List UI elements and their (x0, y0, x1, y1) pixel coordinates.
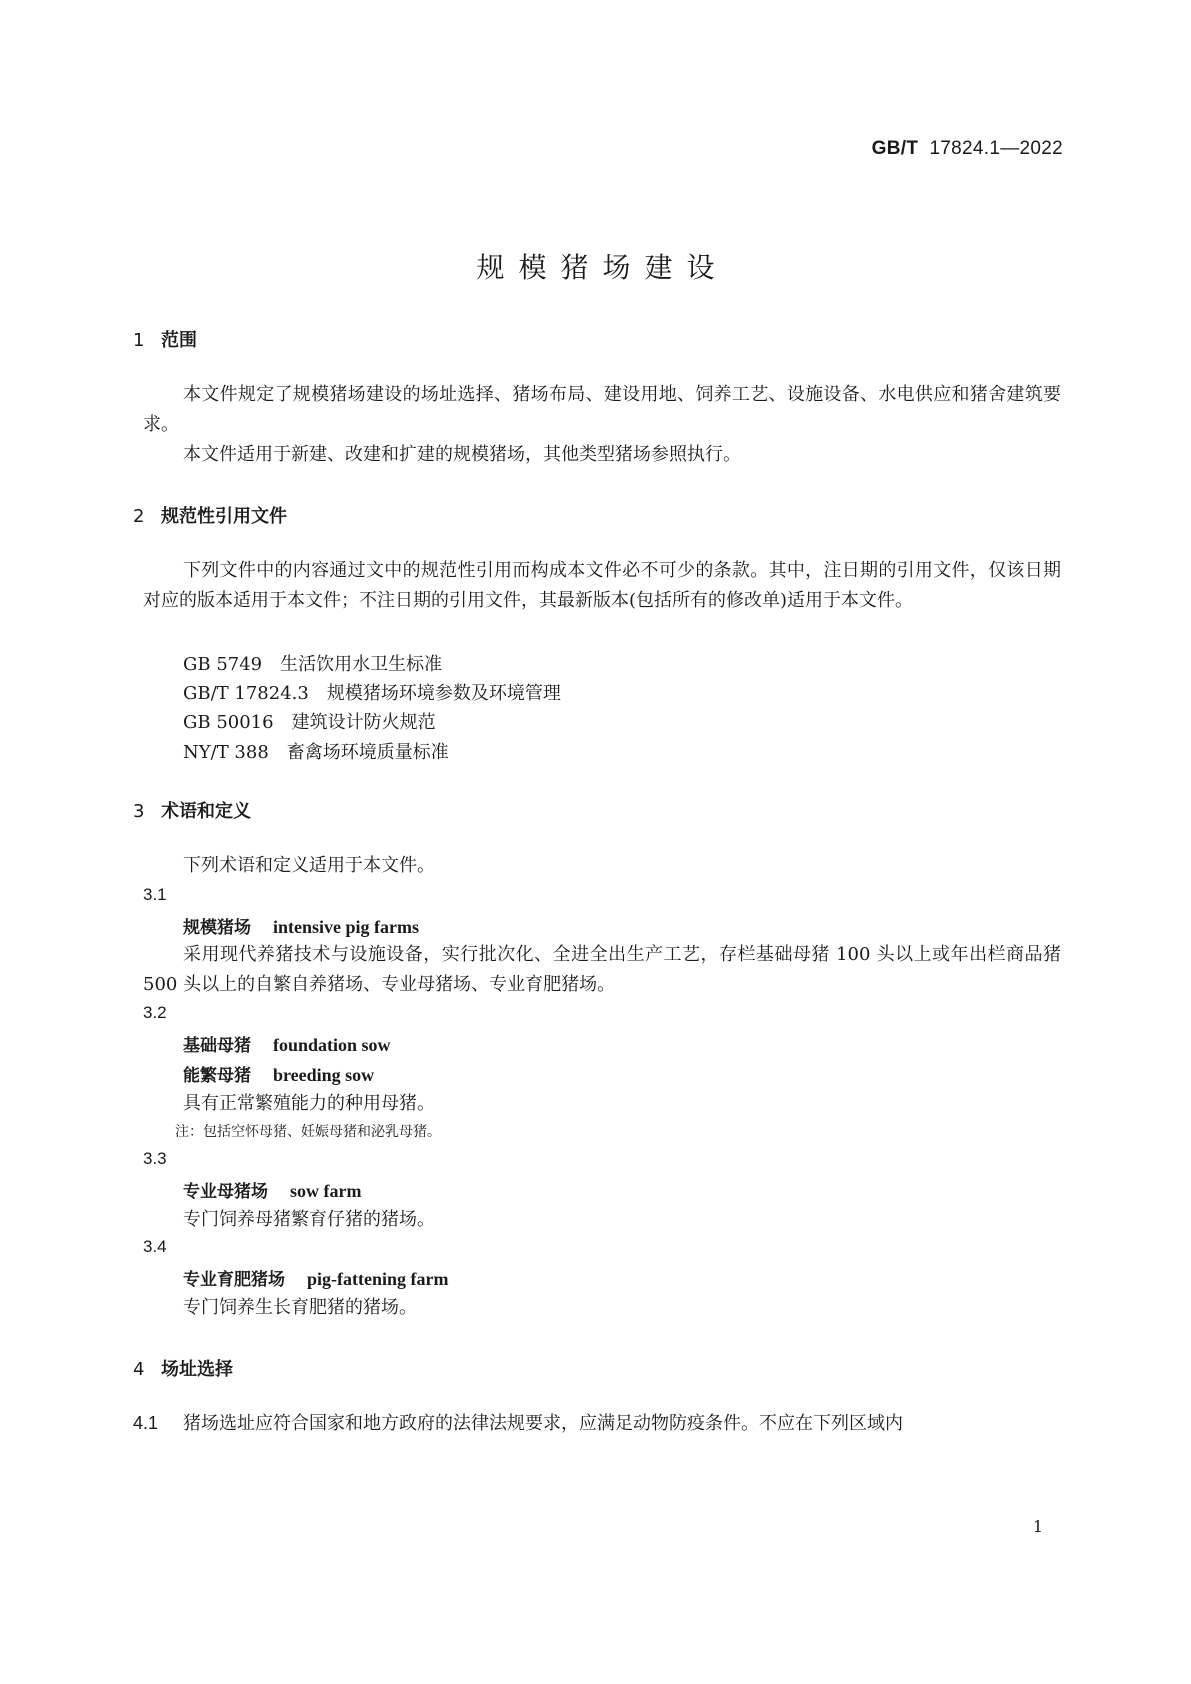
clause-text: 猪场选址应符合国家和地方政府的法律法规要求，应满足动物防疫条件。不应在下列区域内 (183, 1413, 903, 1434)
document-title: 规模猪场建设 (476, 251, 729, 284)
paragraph: 本文件适用于新建、改建和扩建的规模猪场，其他类型猪场参照执行。 (183, 444, 741, 465)
term-heading (183, 1177, 361, 1202)
reference-code: GB 5749 (183, 654, 263, 675)
term-number: 3.4 (143, 1237, 167, 1256)
term-number: 3.1 (143, 885, 167, 904)
section-number: 4 (133, 1359, 145, 1380)
section-title: 场址选择 (161, 1359, 233, 1380)
reference-name: 建筑设计防火规范 (291, 712, 436, 733)
term-number: 3.3 (143, 1149, 167, 1168)
term-definition: 专门饲养生长育肥猪的猪场。 (183, 1297, 417, 1318)
section-title: 规范性引用文件 (161, 506, 287, 527)
section-title: 范围 (161, 330, 197, 351)
paragraph: 本文件规定了规模猪场建设的场址选择、猪场布局、建设用地、饲养工艺、设施设备、水电供应和猪舍建筑要求。 (143, 384, 1061, 435)
clause-4-1 (133, 1409, 903, 1435)
reference-code: GB/T 17824.3 (183, 683, 309, 704)
term-heading (183, 1031, 391, 1056)
term-heading (183, 1265, 448, 1290)
section-1-heading (133, 326, 197, 352)
term-en: intensive pig farms (273, 917, 419, 937)
standard-prefix: GB/T (871, 138, 919, 159)
term-zh: 专业母猪场 (183, 1182, 268, 1202)
term-heading-alt (183, 1061, 374, 1086)
reference-item (183, 650, 442, 676)
reference-item (183, 679, 561, 705)
term-heading (183, 913, 419, 938)
standard-code: 17824.1—2022 (929, 138, 1063, 159)
reference-code: GB 50016 (183, 712, 274, 733)
paragraph: 下列术语和定义适用于本文件。 (183, 855, 435, 876)
section-4-heading (133, 1355, 233, 1381)
term-definition: 具有正常繁殖能力的种用母猪。 (183, 1093, 435, 1114)
reference-item (183, 708, 436, 734)
term-zh: 能繁母猪 (183, 1066, 251, 1086)
standard-number (872, 138, 1063, 160)
term-definition: 专门饲养母猪繁育仔猪的猪场。 (183, 1209, 435, 1230)
section-2-heading (133, 502, 287, 528)
page-number: 1 (1032, 1517, 1043, 1536)
reference-item (183, 738, 449, 764)
term-en: foundation sow (273, 1035, 391, 1055)
term-en: breeding sow (273, 1065, 375, 1085)
section-number: 3 (133, 801, 145, 822)
term-zh: 规模猪场 (183, 918, 251, 938)
paragraph: 下列文件中的内容通过文中的规范性引用而构成本文件必不可少的条款。其中，注日期的引用文件，仅该日期对应的版本适用于本文件；不注日期的引用文件，其最新版本(包括所有的修改单)适用于本文件。 (143, 560, 1061, 611)
reference-name: 生活饮用水卫生标准 (280, 654, 443, 675)
reference-code: NY/T 388 (183, 742, 269, 763)
section-title: 术语和定义 (161, 801, 251, 822)
term-number: 3.2 (143, 1003, 167, 1022)
section-number: 1 (133, 330, 145, 351)
term-note: 注：包括空怀母猪、妊娠母猪和泌乳母猪。 (175, 1124, 441, 1140)
section-number: 2 (133, 506, 145, 527)
term-zh: 专业育肥猪场 (183, 1270, 285, 1290)
reference-name: 畜禽场环境质量标准 (286, 742, 449, 763)
term-en: sow farm (290, 1181, 362, 1201)
clause-number: 4.1 (133, 1413, 159, 1433)
term-definition: 采用现代养猪技术与设施设备，实行批次化、全进全出生产工艺，存栏基础母猪 100 头以上或年出栏商品猪 500 头以上的自繁自养猪场、专业母猪场、专业育肥猪场。 (143, 944, 1061, 995)
term-en: pig-fattening farm (307, 1269, 449, 1289)
reference-name: 规模猪场环境参数及环境管理 (326, 683, 561, 704)
term-zh: 基础母猪 (183, 1036, 251, 1056)
section-3-heading (133, 797, 251, 823)
